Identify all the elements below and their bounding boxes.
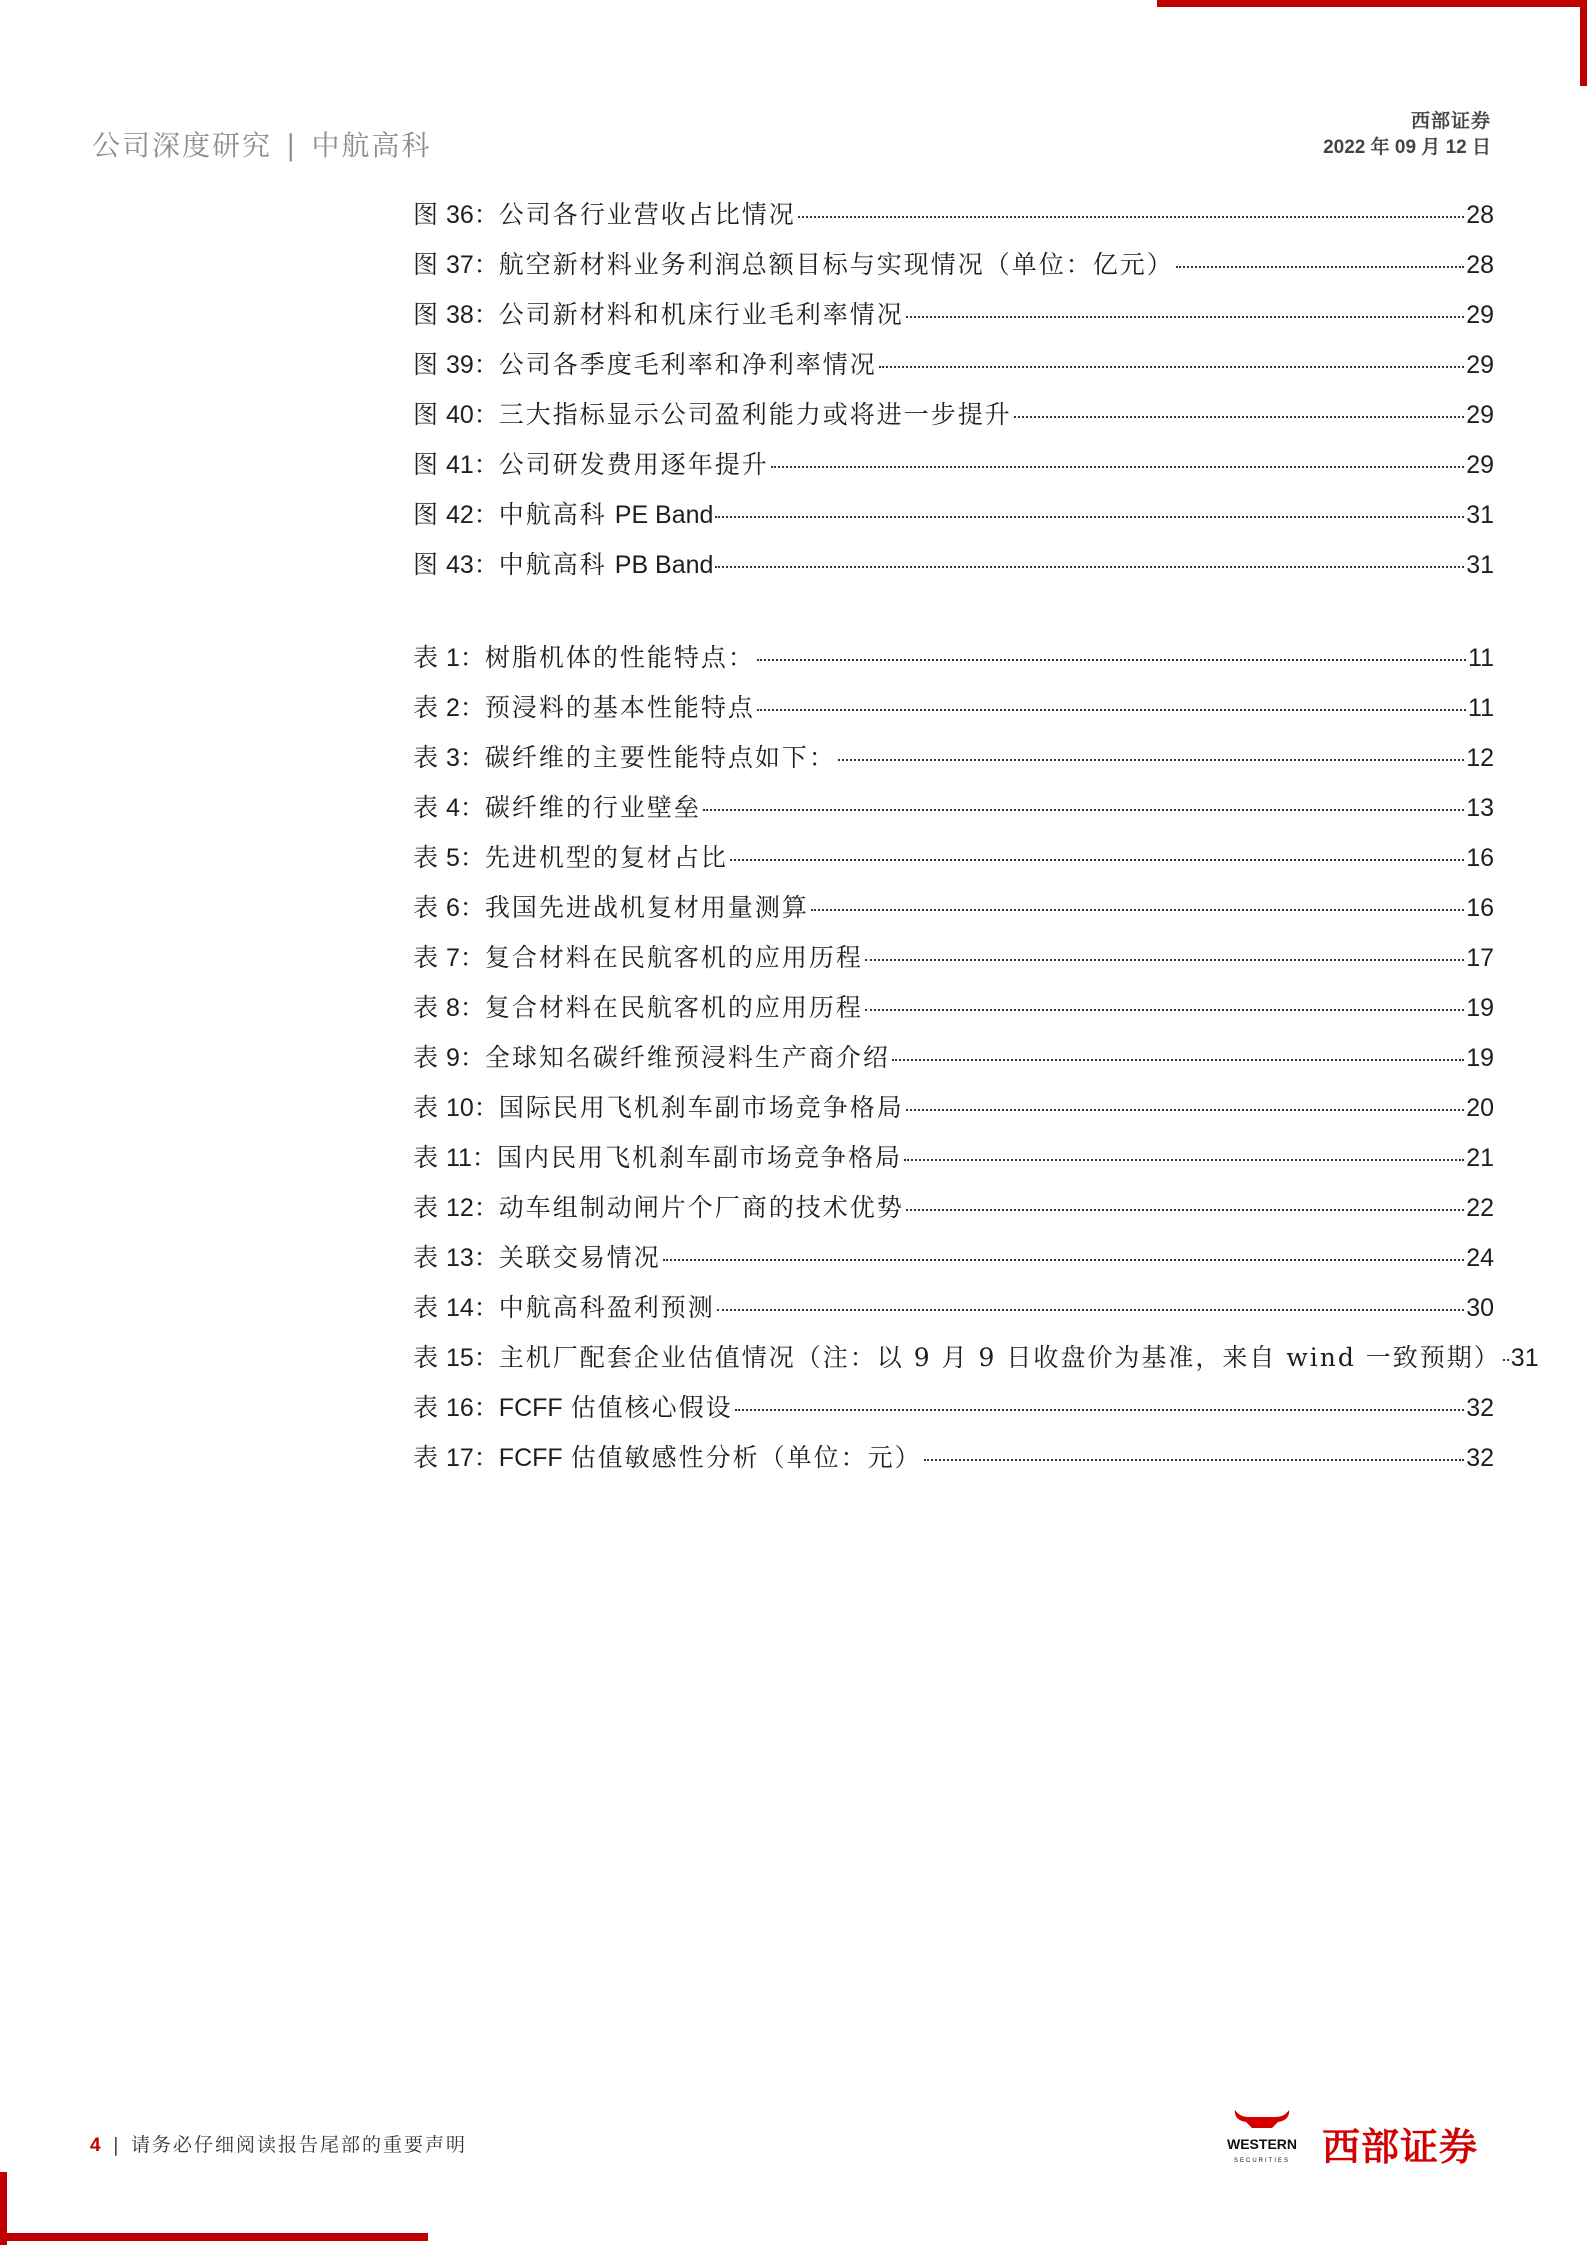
toc-page-number: 31 xyxy=(1466,501,1494,529)
toc-entry-label: 表 7：复合材料在民航客机的应用历程 xyxy=(413,943,863,972)
toc-entry-title: 中航高科盈利预测 xyxy=(498,1293,715,1322)
toc-page-number: 16 xyxy=(1466,844,1494,872)
toc-entry-number: 13 xyxy=(445,1244,474,1272)
toc-entry-prefix: 图 xyxy=(413,300,439,329)
table-list-item[interactable] xyxy=(413,1188,1494,1238)
toc-entry-prefix: 表 xyxy=(413,693,439,722)
report-date: 2022 年 09 月 12 日 xyxy=(1323,137,1491,158)
toc-entry-title: 航空新材料业务利润总额目标与实现情况（单位：亿元） xyxy=(498,250,1174,279)
table-list-item[interactable] xyxy=(413,1338,1539,1388)
toc-entry-label: 表 3：碳纤维的主要性能特点如下： xyxy=(413,743,836,772)
toc-dot-leader xyxy=(730,859,1464,861)
toc-entry-label: 表 8：复合材料在民航客机的应用历程 xyxy=(413,993,863,1022)
toc-entry-latin: PB Band xyxy=(614,551,714,579)
toc-entry-label: 表 16：FCFF 估值核心假设 xyxy=(413,1393,733,1422)
toc-entry-prefix: 图 xyxy=(413,550,439,579)
table-list-item[interactable] xyxy=(413,888,1494,938)
toc-page-number: 32 xyxy=(1466,1444,1494,1472)
table-list-item[interactable] xyxy=(413,1238,1494,1288)
figure-list-item[interactable] xyxy=(413,295,1494,345)
toc-entry-label: 图 41：公司研发费用逐年提升 xyxy=(413,450,769,479)
toc-page-number: 11 xyxy=(1468,644,1494,672)
toc-entry-label: 图 43：中航高科 PB Band xyxy=(413,550,714,579)
toc-entry-prefix: 表 xyxy=(413,793,439,822)
toc-page-number: 21 xyxy=(1466,1144,1494,1172)
toc-dot-leader xyxy=(865,959,1464,961)
toc-entry-title: 复合材料在民航客机的应用历程 xyxy=(484,943,863,972)
toc-entry-title: 先进机型的复材占比 xyxy=(484,843,728,872)
toc-dot-leader xyxy=(1176,266,1464,268)
toc-dot-leader xyxy=(1014,416,1464,418)
figure-list-item[interactable] xyxy=(413,445,1494,495)
toc-entry-number: 4 xyxy=(445,794,460,822)
toc-dot-leader xyxy=(906,316,1464,318)
toc-entry-prefix: 表 xyxy=(413,1343,439,1372)
toc-entry-label: 图 40：三大指标显示公司盈利能力或将进一步提升 xyxy=(413,400,1012,429)
figure-list xyxy=(413,195,1494,595)
toc-entry-title: 公司研发费用逐年提升 xyxy=(498,450,769,479)
toc-entry-number: 8 xyxy=(445,994,460,1022)
toc-entry-prefix: 表 xyxy=(413,993,439,1022)
figure-list-item[interactable] xyxy=(413,195,1494,245)
toc-entry-number: 40 xyxy=(445,401,474,429)
footer-separator: | xyxy=(112,2134,119,2156)
toc-entry-prefix: 图 xyxy=(413,250,439,279)
toc-page-number: 32 xyxy=(1466,1394,1494,1422)
toc-page-number: 20 xyxy=(1466,1094,1494,1122)
toc-dot-leader xyxy=(798,216,1464,218)
toc-page-number: 28 xyxy=(1466,201,1494,229)
toc-dot-leader xyxy=(1503,1359,1509,1361)
report-type: 公司深度研究 xyxy=(92,129,273,162)
toc-page-number: 17 xyxy=(1466,944,1494,972)
toc-entry-number: 5 xyxy=(445,844,460,872)
toc-page-number: 29 xyxy=(1466,301,1494,329)
toc-page-number: 22 xyxy=(1466,1194,1494,1222)
toc-entry-prefix: 表 xyxy=(413,1243,439,1272)
toc-entry-label: 表 15：主机厂配套企业估值情况（注：以 9 月 9 日收盘价为基准，来自 wind 一致预期） xyxy=(413,1343,1501,1372)
toc-dot-leader xyxy=(906,1109,1464,1111)
toc-entry-label: 表 11：国内民用飞机刹车副市场竞争格局 xyxy=(413,1143,902,1172)
toc-entry-label: 表 10：国际民用飞机刹车副市场竞争格局 xyxy=(413,1093,904,1122)
table-list-item[interactable] xyxy=(413,738,1494,788)
toc-entry-latin-lead: FCFF xyxy=(498,1444,563,1472)
figure-list-item[interactable] xyxy=(413,395,1494,445)
toc-entry-number: 12 xyxy=(445,1194,474,1222)
toc-entry-number: 16 xyxy=(445,1394,474,1422)
toc-entry-number: 17 xyxy=(445,1444,474,1472)
toc-entry-title: 三大指标显示公司盈利能力或将进一步提升 xyxy=(498,400,1012,429)
figure-list-item[interactable] xyxy=(413,545,1494,595)
toc-dot-leader xyxy=(865,1009,1464,1011)
toc-entry-title: 公司新材料和机床行业毛利率情况 xyxy=(498,300,904,329)
company-name: 中航高科 xyxy=(311,129,432,162)
toc-page-number: 13 xyxy=(1466,794,1494,822)
toc-page-number: 16 xyxy=(1466,894,1494,922)
toc-entry-prefix: 表 xyxy=(413,1043,439,1072)
toc-entry-latin-lead: FCFF xyxy=(498,1394,563,1422)
toc-entry-title: 复合材料在民航客机的应用历程 xyxy=(484,993,863,1022)
toc-entry-title: 中航高科 xyxy=(498,500,607,529)
toc-dot-leader xyxy=(906,1209,1464,1211)
toc-entry-title: 公司各行业营收占比情况 xyxy=(498,200,796,229)
toc-entry-latin: PE Band xyxy=(614,501,714,529)
table-list-item[interactable] xyxy=(413,1288,1494,1338)
toc-entry-label: 表 1：树脂机体的性能特点： xyxy=(413,643,755,672)
toc-page-number: 24 xyxy=(1466,1244,1494,1272)
toc-entry-label: 表 14：中航高科盈利预测 xyxy=(413,1293,715,1322)
toc-dot-leader xyxy=(811,909,1464,911)
toc-entry-label: 表 4：碳纤维的行业壁垒 xyxy=(413,793,701,822)
toc-entry-prefix: 表 xyxy=(413,893,439,922)
toc-entry-title: 国际民用飞机刹车副市场竞争格局 xyxy=(498,1093,904,1122)
table-list-item[interactable] xyxy=(413,1138,1494,1188)
toc-dot-leader xyxy=(717,1309,1464,1311)
toc-entry-number: 10 xyxy=(445,1094,474,1122)
toc-entry-label: 图 39：公司各季度毛利率和净利率情况 xyxy=(413,350,877,379)
toc-entry-label: 图 38：公司新材料和机床行业毛利率情况 xyxy=(413,300,904,329)
toc-entry-title: 估值核心假设 xyxy=(570,1393,733,1422)
toc-entry-label: 图 37：航空新材料业务利润总额目标与实现情况（单位：亿元） xyxy=(413,250,1174,279)
figure-list-item[interactable] xyxy=(413,345,1494,395)
toc-entry-title: 预浸料的基本性能特点 xyxy=(484,693,755,722)
figure-list-item[interactable] xyxy=(413,245,1494,295)
toc-entry-label: 表 9：全球知名碳纤维预浸料生产商介绍 xyxy=(413,1043,890,1072)
toc-page-number: 29 xyxy=(1466,451,1494,479)
toc-entry-prefix: 表 xyxy=(413,843,439,872)
toc-page-number: 29 xyxy=(1466,351,1494,379)
table-list-item[interactable] xyxy=(413,788,1494,838)
toc-page-number: 19 xyxy=(1466,1044,1494,1072)
toc-dot-leader xyxy=(904,1159,1464,1161)
corner-frame-top-horizontal xyxy=(1157,0,1587,7)
toc-dot-leader xyxy=(715,566,1464,568)
toc-entry-title: 估值敏感性分析（单位：元） xyxy=(570,1443,922,1472)
toc-dot-leader xyxy=(703,809,1464,811)
toc-entry-prefix: 图 xyxy=(413,450,439,479)
toc-entry-number: 36 xyxy=(445,201,474,229)
toc-dot-leader xyxy=(892,1059,1464,1061)
toc-entry-label: 图 42：中航高科 PE Band xyxy=(413,500,714,529)
figure-list-item[interactable] xyxy=(413,495,1494,545)
header-meta xyxy=(1323,108,1491,162)
logo-english-subtitle: SECURITIES xyxy=(1233,2158,1291,2164)
corner-frame-bottom-horizontal xyxy=(0,2233,428,2241)
toc-entry-label: 表 6：我国先进战机复材用量测算 xyxy=(413,893,809,922)
table-list-item[interactable] xyxy=(413,688,1494,738)
toc-entry-title: 公司各季度毛利率和净利率情况 xyxy=(498,350,877,379)
toc-dot-leader xyxy=(879,366,1464,368)
toc-page-number: 28 xyxy=(1466,251,1494,279)
toc-page-number: 29 xyxy=(1466,401,1494,429)
toc-entry-number: 11 xyxy=(445,1144,472,1172)
header-brand: 西部证券 xyxy=(1410,110,1491,132)
logo-english-name: WESTERN xyxy=(1227,2136,1297,2152)
toc-entry-title: 全球知名碳纤维预浸料生产商介绍 xyxy=(484,1043,890,1072)
toc-dot-leader xyxy=(735,1409,1465,1411)
toc-entry-prefix: 图 xyxy=(413,350,439,379)
toc-entry-number: 38 xyxy=(445,301,474,329)
toc-entry-title: 关联交易情况 xyxy=(498,1243,661,1272)
toc-entry-number: 37 xyxy=(445,251,474,279)
toc-page-number: 11 xyxy=(1468,694,1494,722)
toc-entry-label: 表 12：动车组制动闸片个厂商的技术优势 xyxy=(413,1193,904,1222)
footer xyxy=(90,2130,467,2157)
toc-dot-leader xyxy=(715,516,1464,518)
toc-entry-title: 我国先进战机复材用量测算 xyxy=(484,893,809,922)
toc-entry-prefix: 图 xyxy=(413,200,439,229)
logo-chinese-name: 西部证券 xyxy=(1322,2125,1479,2169)
toc-entry-prefix: 表 xyxy=(413,1193,439,1222)
toc-dot-leader xyxy=(757,659,1466,661)
toc-entry-title: 碳纤维的行业壁垒 xyxy=(484,793,701,822)
disclaimer-note: 请务必仔细阅读报告尾部的重要声明 xyxy=(130,2134,467,2156)
table-list-item[interactable] xyxy=(413,1388,1494,1438)
toc-entry-number: 14 xyxy=(445,1294,474,1322)
table-list xyxy=(413,638,1539,1488)
toc-entry-number: 1 xyxy=(445,644,460,672)
toc-entry-number: 7 xyxy=(445,944,460,972)
header-report-title xyxy=(92,124,431,164)
toc-entry-title: 树脂机体的性能特点： xyxy=(484,643,755,672)
toc-entry-title: 动车组制动闸片个厂商的技术优势 xyxy=(498,1193,904,1222)
toc-entry-label: 表 17：FCFF 估值敏感性分析（单位：元） xyxy=(413,1443,922,1472)
toc-entry-number: 42 xyxy=(445,501,474,529)
toc-dot-leader xyxy=(924,1459,1465,1461)
table-list-item[interactable] xyxy=(413,988,1494,1038)
toc-entry-label: 图 36：公司各行业营收占比情况 xyxy=(413,200,796,229)
toc-entry-prefix: 表 xyxy=(413,1143,439,1172)
toc-page-number: 30 xyxy=(1466,1294,1494,1322)
page-number: 4 xyxy=(90,2135,101,2156)
corner-frame-top-vertical xyxy=(1580,0,1587,86)
toc-entry-prefix: 表 xyxy=(413,943,439,972)
western-securities-logo xyxy=(1216,2108,1506,2170)
toc-entry-number: 9 xyxy=(445,1044,460,1072)
table-list-item[interactable] xyxy=(413,1038,1494,1088)
toc-page-number: 12 xyxy=(1466,744,1494,772)
toc-entry-label: 表 5：先进机型的复材占比 xyxy=(413,843,728,872)
toc-entry-title: 国内民用飞机刹车副市场竞争格局 xyxy=(496,1143,902,1172)
toc-entry-prefix: 表 xyxy=(413,1093,439,1122)
toc-page-number: 31 xyxy=(1510,1344,1539,1372)
toc-entry-prefix: 表 xyxy=(413,1443,439,1472)
toc-entry-title: 中航高科 xyxy=(498,550,607,579)
toc-dot-leader xyxy=(771,466,1464,468)
toc-dot-leader xyxy=(838,759,1464,761)
table-list-item[interactable] xyxy=(413,1088,1494,1138)
bull-horns-icon xyxy=(1216,2108,1308,2168)
toc-entry-number: 41 xyxy=(445,451,474,479)
toc-entry-number: 6 xyxy=(445,894,460,922)
toc-entry-prefix: 图 xyxy=(413,500,439,529)
toc-entry-title: 主机厂配套企业估值情况（注：以 9 月 9 日收盘价为基准，来自 wind 一致预期） xyxy=(498,1343,1501,1372)
toc-entry-number: 15 xyxy=(445,1344,474,1372)
header-separator: | xyxy=(286,129,298,162)
toc-entry-number: 43 xyxy=(445,551,474,579)
toc-entry-number: 2 xyxy=(445,694,460,722)
table-list-item[interactable] xyxy=(413,838,1494,888)
toc-entry-prefix: 表 xyxy=(413,1293,439,1322)
toc-entry-label: 表 2：预浸料的基本性能特点 xyxy=(413,693,755,722)
toc-entry-number: 3 xyxy=(445,744,460,772)
toc-entry-prefix: 表 xyxy=(413,643,439,672)
toc-entry-label: 表 13：关联交易情况 xyxy=(413,1243,661,1272)
toc-page-number: 19 xyxy=(1466,994,1494,1022)
table-list-item[interactable] xyxy=(413,938,1494,988)
toc-entry-prefix: 表 xyxy=(413,743,439,772)
table-list-item[interactable] xyxy=(413,638,1494,688)
toc-entry-prefix: 表 xyxy=(413,1393,439,1422)
toc-page-number: 31 xyxy=(1466,551,1494,579)
toc-entry-number: 39 xyxy=(445,351,474,379)
toc-dot-leader xyxy=(663,1259,1464,1261)
toc-entry-prefix: 图 xyxy=(413,400,439,429)
table-list-item[interactable] xyxy=(413,1438,1494,1488)
toc-dot-leader xyxy=(757,709,1466,711)
toc-entry-title: 碳纤维的主要性能特点如下： xyxy=(484,743,836,772)
